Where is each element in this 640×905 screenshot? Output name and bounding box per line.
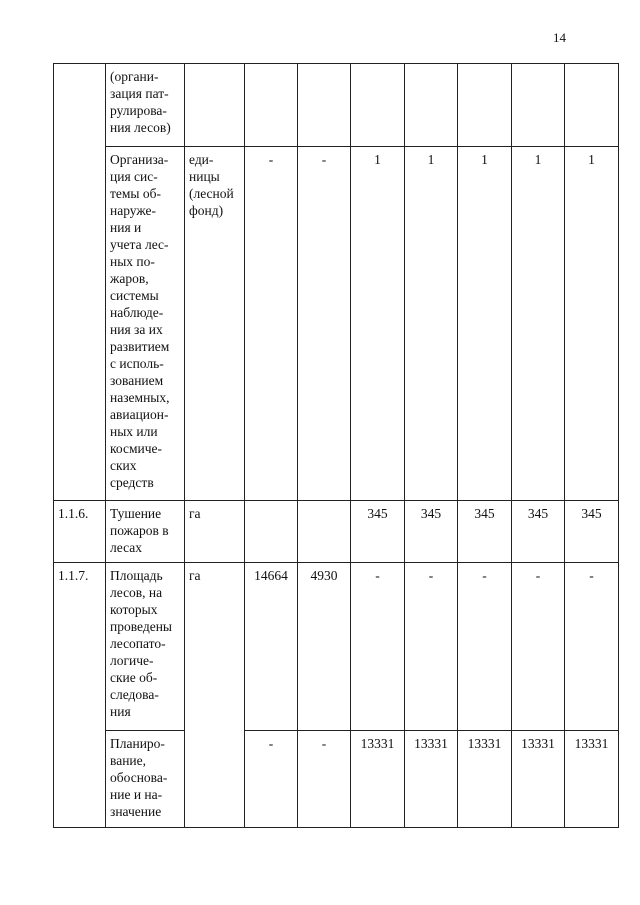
row-name-cell: Организа- ция сис- темы об- наруже- ния и учета лес- ных по- жаров, системы наблюде- ния за их развитием с исполь- зованием наземных, авиацион- ных или космиче- ских средств: [106, 147, 185, 501]
row-index-cell: 1.1.6.: [54, 501, 106, 563]
value-cell: -: [405, 563, 458, 731]
value-cell: [298, 64, 351, 147]
row-name-cell: Планиро- вание, обоснова- ние и на- значение: [106, 731, 185, 828]
value-cell: 345: [351, 501, 405, 563]
value-cell: -: [298, 147, 351, 501]
value-cell: -: [245, 147, 298, 501]
value-cell: 345: [512, 501, 565, 563]
value-cell: 1: [351, 147, 405, 501]
value-cell: -: [512, 563, 565, 731]
value-cell: 1: [512, 147, 565, 501]
row-index-cell: 1.1.7.: [54, 563, 106, 828]
page-number: 14: [553, 30, 566, 45]
value-cell: -: [458, 563, 512, 731]
value-cell: 345: [458, 501, 512, 563]
row-name-cell: (органи- зация пат- рулирова- ния лесов): [106, 64, 185, 147]
table-row: [54, 147, 619, 501]
value-cell: -: [245, 731, 298, 828]
table-row: [54, 501, 619, 563]
value-cell: 13331: [565, 731, 619, 828]
value-cell: -: [298, 731, 351, 828]
value-cell: [351, 64, 405, 147]
value-cell: 14664: [245, 563, 298, 731]
indicators-table: [53, 63, 619, 828]
value-cell: [298, 501, 351, 563]
unit-cell: га: [185, 563, 245, 828]
value-cell: [565, 64, 619, 147]
value-cell: 4930: [298, 563, 351, 731]
unit-cell: [185, 64, 245, 147]
value-cell: [245, 64, 298, 147]
table-row: [54, 563, 619, 731]
value-cell: 13331: [458, 731, 512, 828]
value-cell: 1: [458, 147, 512, 501]
row-index-cell: [54, 64, 106, 501]
value-cell: [458, 64, 512, 147]
value-cell: 13331: [512, 731, 565, 828]
row-name-cell: Площадь лесов, на которых проведены лесопато- логиче- ские об- следова- ния: [106, 563, 185, 731]
value-cell: 1: [405, 147, 458, 501]
value-cell: -: [565, 563, 619, 731]
value-cell: -: [351, 563, 405, 731]
value-cell: 13331: [351, 731, 405, 828]
value-cell: 13331: [405, 731, 458, 828]
table-row: [54, 64, 619, 147]
value-cell: 1: [565, 147, 619, 501]
value-cell: [405, 64, 458, 147]
unit-cell: еди- ницы (лесной фонд): [185, 147, 245, 501]
value-cell: 345: [565, 501, 619, 563]
row-name-cell: Тушение пожаров в лесах: [106, 501, 185, 563]
value-cell: 345: [405, 501, 458, 563]
unit-cell: га: [185, 501, 245, 563]
table-row: [54, 731, 619, 828]
value-cell: [245, 501, 298, 563]
value-cell: [512, 64, 565, 147]
